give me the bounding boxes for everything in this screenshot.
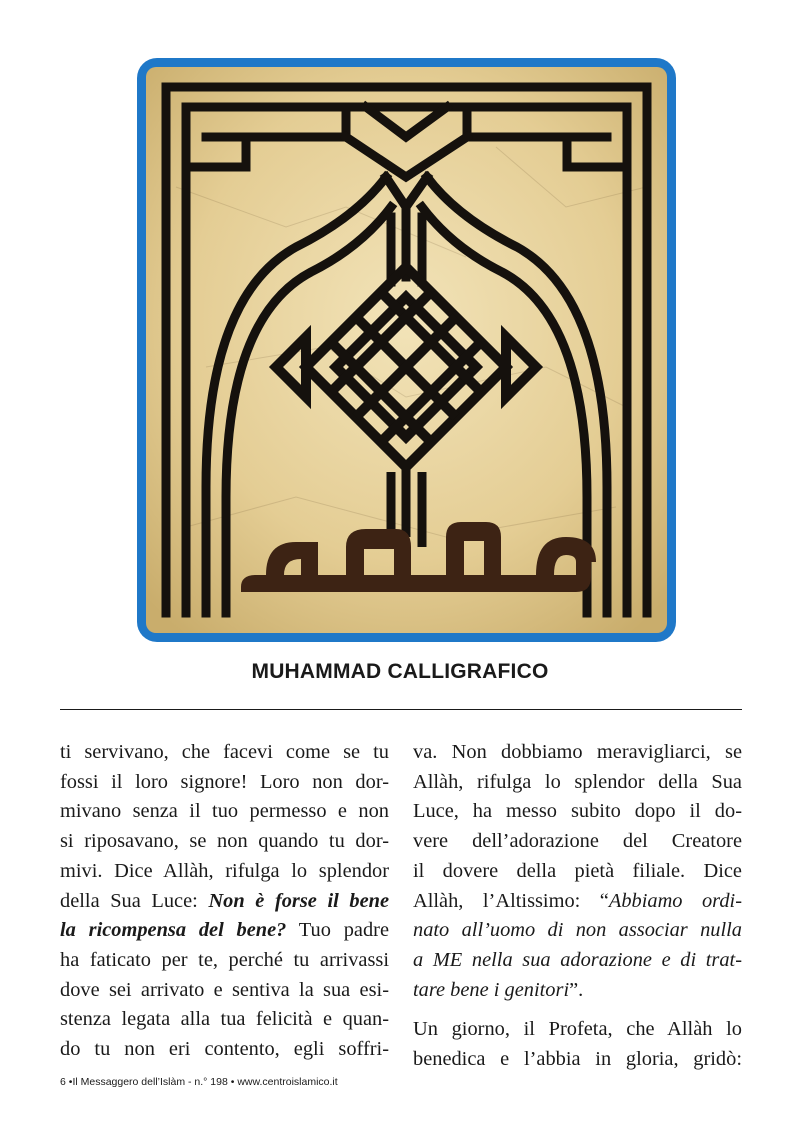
text-line: ha faticato per te, perché tu arrivassi <box>60 948 389 971</box>
text-run: ”. <box>569 978 584 1001</box>
text-line: fossi il loro signore! Loro non dor- <box>60 770 389 793</box>
text-line: va. Non dobbiamo meravigliarci, se <box>413 741 742 763</box>
quran-quote-italic: Abbiamo ordi- <box>608 889 742 912</box>
text-line: stenza legata alla tua felicità e quan- <box>60 1008 389 1031</box>
page-footer <box>60 1076 338 1088</box>
right-text-column <box>413 738 742 1075</box>
figure-caption: MUHAMMAD CALLIGRAFICO <box>251 660 549 683</box>
website-link[interactable]: www.centroislamico.it <box>237 1076 338 1088</box>
quran-quote-bold: la ricompensa del bene? <box>60 919 287 942</box>
page-number: 6 <box>60 1076 66 1088</box>
caption-divider <box>60 709 742 710</box>
left-paragraph <box>60 738 389 1065</box>
text-line: il dovere della pietà filiale. Dice <box>413 859 742 882</box>
text-line: mivi. Dice Allàh, rifulga lo splendor <box>60 859 389 882</box>
text-line <box>60 916 389 946</box>
calligraphy-figure <box>137 58 676 642</box>
text-line <box>413 976 742 1006</box>
text-run: della Sua Luce: <box>60 889 198 912</box>
publication-name: •Il Messaggero dell’Islàm - n.° 198 • <box>68 1076 235 1088</box>
text-run: Allàh, l’Altissimo: “ <box>413 889 609 912</box>
text-line: si riposavano, se non quando tu dor- <box>60 830 389 853</box>
left-text-column <box>60 738 389 1065</box>
text-line: vere dell’adorazione del Creatore <box>413 830 742 853</box>
text-run: Tuo padre <box>298 919 389 942</box>
text-line: benedica e l’abbia in gloria, gridò: <box>413 1048 742 1071</box>
text-line: ti servivano, che facevi come se tu <box>60 741 389 763</box>
muhammad-calligraphy-illustration <box>146 67 667 633</box>
text-line: nato all’uomo di non associar nulla <box>413 919 742 942</box>
quran-quote-italic: tare bene i genitori <box>413 978 570 1001</box>
paragraph-gap <box>413 1005 742 1015</box>
right-paragraph-1 <box>413 738 742 1005</box>
text-line <box>60 887 389 917</box>
text-line <box>413 887 742 917</box>
text-line: Luce, ha messo subito dopo il do- <box>413 800 742 823</box>
text-line: Allàh, rifulga lo splendor della Sua <box>413 770 742 793</box>
quran-quote-bold: Non è forse il bene <box>208 889 390 912</box>
right-paragraph-2 <box>413 1015 742 1074</box>
text-line: mivano senza il tuo permesso e non <box>60 800 389 823</box>
text-line: a ME nella sua adorazione e di trat- <box>413 948 742 971</box>
text-line: do tu non eri contento, egli soffri- <box>60 1038 389 1061</box>
text-line: Un giorno, il Profeta, che Allàh lo <box>413 1018 742 1041</box>
text-line: dove sei arrivato e sentiva la sua esi- <box>60 978 389 1001</box>
